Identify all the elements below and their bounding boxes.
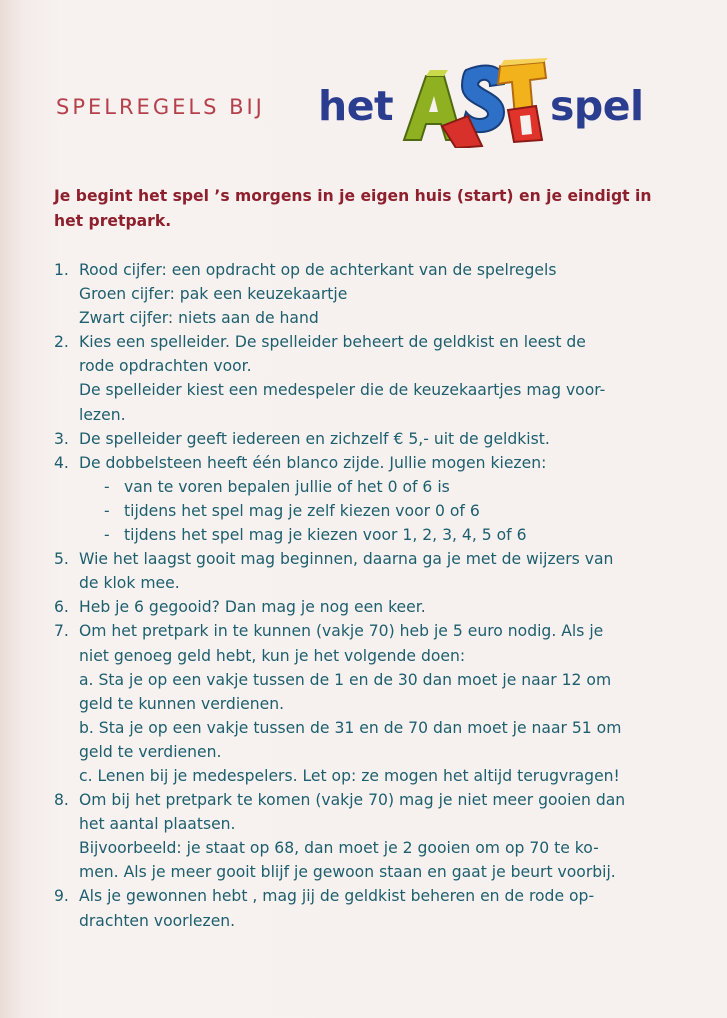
rule-item bbox=[54, 427, 674, 451]
rule-text: het aantal plaatsen. bbox=[79, 815, 236, 834]
logo-block-letters bbox=[396, 56, 556, 148]
intro-text bbox=[54, 184, 664, 234]
option-dash: - bbox=[104, 501, 110, 520]
rule-option: tijdens het spel mag je kiezen voor 1, 2, 3, 4, 5 of 6 bbox=[124, 526, 527, 545]
rule-number: 8. bbox=[54, 791, 69, 810]
logo-word-het: het bbox=[318, 82, 394, 130]
rule-number: 6. bbox=[54, 598, 69, 617]
rule-item bbox=[54, 619, 674, 788]
rule-item bbox=[54, 547, 674, 595]
rule-number: 1. bbox=[54, 261, 69, 279]
rule-text: b. Sta je op een vakje tussen de 31 en de 70 dan moet je naar 51 om bbox=[79, 718, 622, 737]
rule-number: 3. bbox=[54, 429, 69, 448]
rule-text: De spelleider geeft iedereen en zichzelf € 5,- uit de geldkist. bbox=[79, 429, 550, 448]
rule-text: geld te kunnen verdienen. bbox=[79, 694, 285, 713]
logo-word-spel: spel bbox=[550, 82, 644, 130]
rule-number: 2. bbox=[54, 333, 69, 352]
rule-text: lezen. bbox=[79, 405, 126, 424]
rule-text: Wie het laagst gooit mag beginnen, daarna ga je met de wijzers van bbox=[79, 550, 614, 569]
rule-text: a. Sta je op een vakje tussen de 1 en de 30 dan moet je naar 12 om bbox=[79, 670, 612, 689]
rule-text: De dobbelsteen heeft één blanco zijde. Jullie mogen kiezen: bbox=[79, 453, 547, 472]
rule-text: Kies een spelleider. De spelleider beheert de geldkist en leest de bbox=[79, 333, 586, 352]
rule-text: c. Lenen bij je medespelers. Let op: ze mogen het altijd terugvragen! bbox=[79, 766, 620, 785]
header-prefix: SPELREGELS BIJ bbox=[56, 95, 265, 119]
rule-text: geld te verdienen. bbox=[79, 742, 222, 761]
header bbox=[56, 76, 676, 156]
rule-item bbox=[54, 595, 674, 619]
rule-item bbox=[54, 258, 674, 330]
rule-item bbox=[54, 451, 674, 547]
rule-item bbox=[54, 330, 674, 426]
intro-line: het pretpark. bbox=[54, 212, 172, 230]
rule-option: tijdens het spel mag je zelf kiezen voor 0 of 6 bbox=[124, 501, 480, 520]
rule-text: men. Als je meer gooit blijf je gewoon staan en gaat je beurt voorbij. bbox=[79, 863, 616, 882]
rule-number: 7. bbox=[54, 622, 69, 641]
rule-text: Groen cijfer: pak een keuzekaartje bbox=[79, 285, 348, 304]
game-logo bbox=[318, 76, 648, 156]
rule-text: rode opdrachten voor. bbox=[79, 357, 252, 376]
rule-text: niet genoeg geld hebt, kun je het volgende doen: bbox=[79, 646, 466, 665]
rule-item bbox=[54, 788, 674, 884]
option-dash: - bbox=[104, 477, 110, 496]
rule-text: de klok mee. bbox=[79, 574, 180, 593]
rule-text: Rood cijfer: een opdracht op de achterkant van de spelregels bbox=[79, 261, 557, 279]
rule-text: Bijvoorbeeld: je staat op 68, dan moet je 2 gooien om op 70 te ko- bbox=[79, 839, 599, 858]
option-dash: - bbox=[104, 526, 110, 545]
rule-number: 4. bbox=[54, 453, 69, 472]
rule-text: Om bij het pretpark te komen (vakje 70) mag je niet meer gooien dan bbox=[79, 791, 626, 810]
rule-number: 5. bbox=[54, 550, 69, 569]
rule-text: Heb je 6 gegooid? Dan mag je nog een keer. bbox=[79, 598, 426, 617]
rule-text: drachten voorlezen. bbox=[79, 911, 236, 930]
rule-text: Zwart cijfer: niets aan de hand bbox=[79, 309, 319, 328]
rule-option: van te voren bepalen jullie of het 0 of 6 is bbox=[124, 477, 450, 496]
rules-list bbox=[54, 258, 674, 933]
rule-text: Als je gewonnen hebt , mag jij de geldkist beheren en de rode op- bbox=[79, 887, 595, 906]
rule-item bbox=[54, 884, 674, 932]
rule-number: 9. bbox=[54, 887, 69, 906]
intro-line: Je begint het spel ’s morgens in je eigen huis (start) en je eindigt in bbox=[54, 187, 652, 205]
rule-text: Om het pretpark in te kunnen (vakje 70) heb je 5 euro nodig. Als je bbox=[79, 622, 604, 641]
rule-text: De spelleider kiest een medespeler die de keuzekaartjes mag voor- bbox=[79, 381, 606, 400]
